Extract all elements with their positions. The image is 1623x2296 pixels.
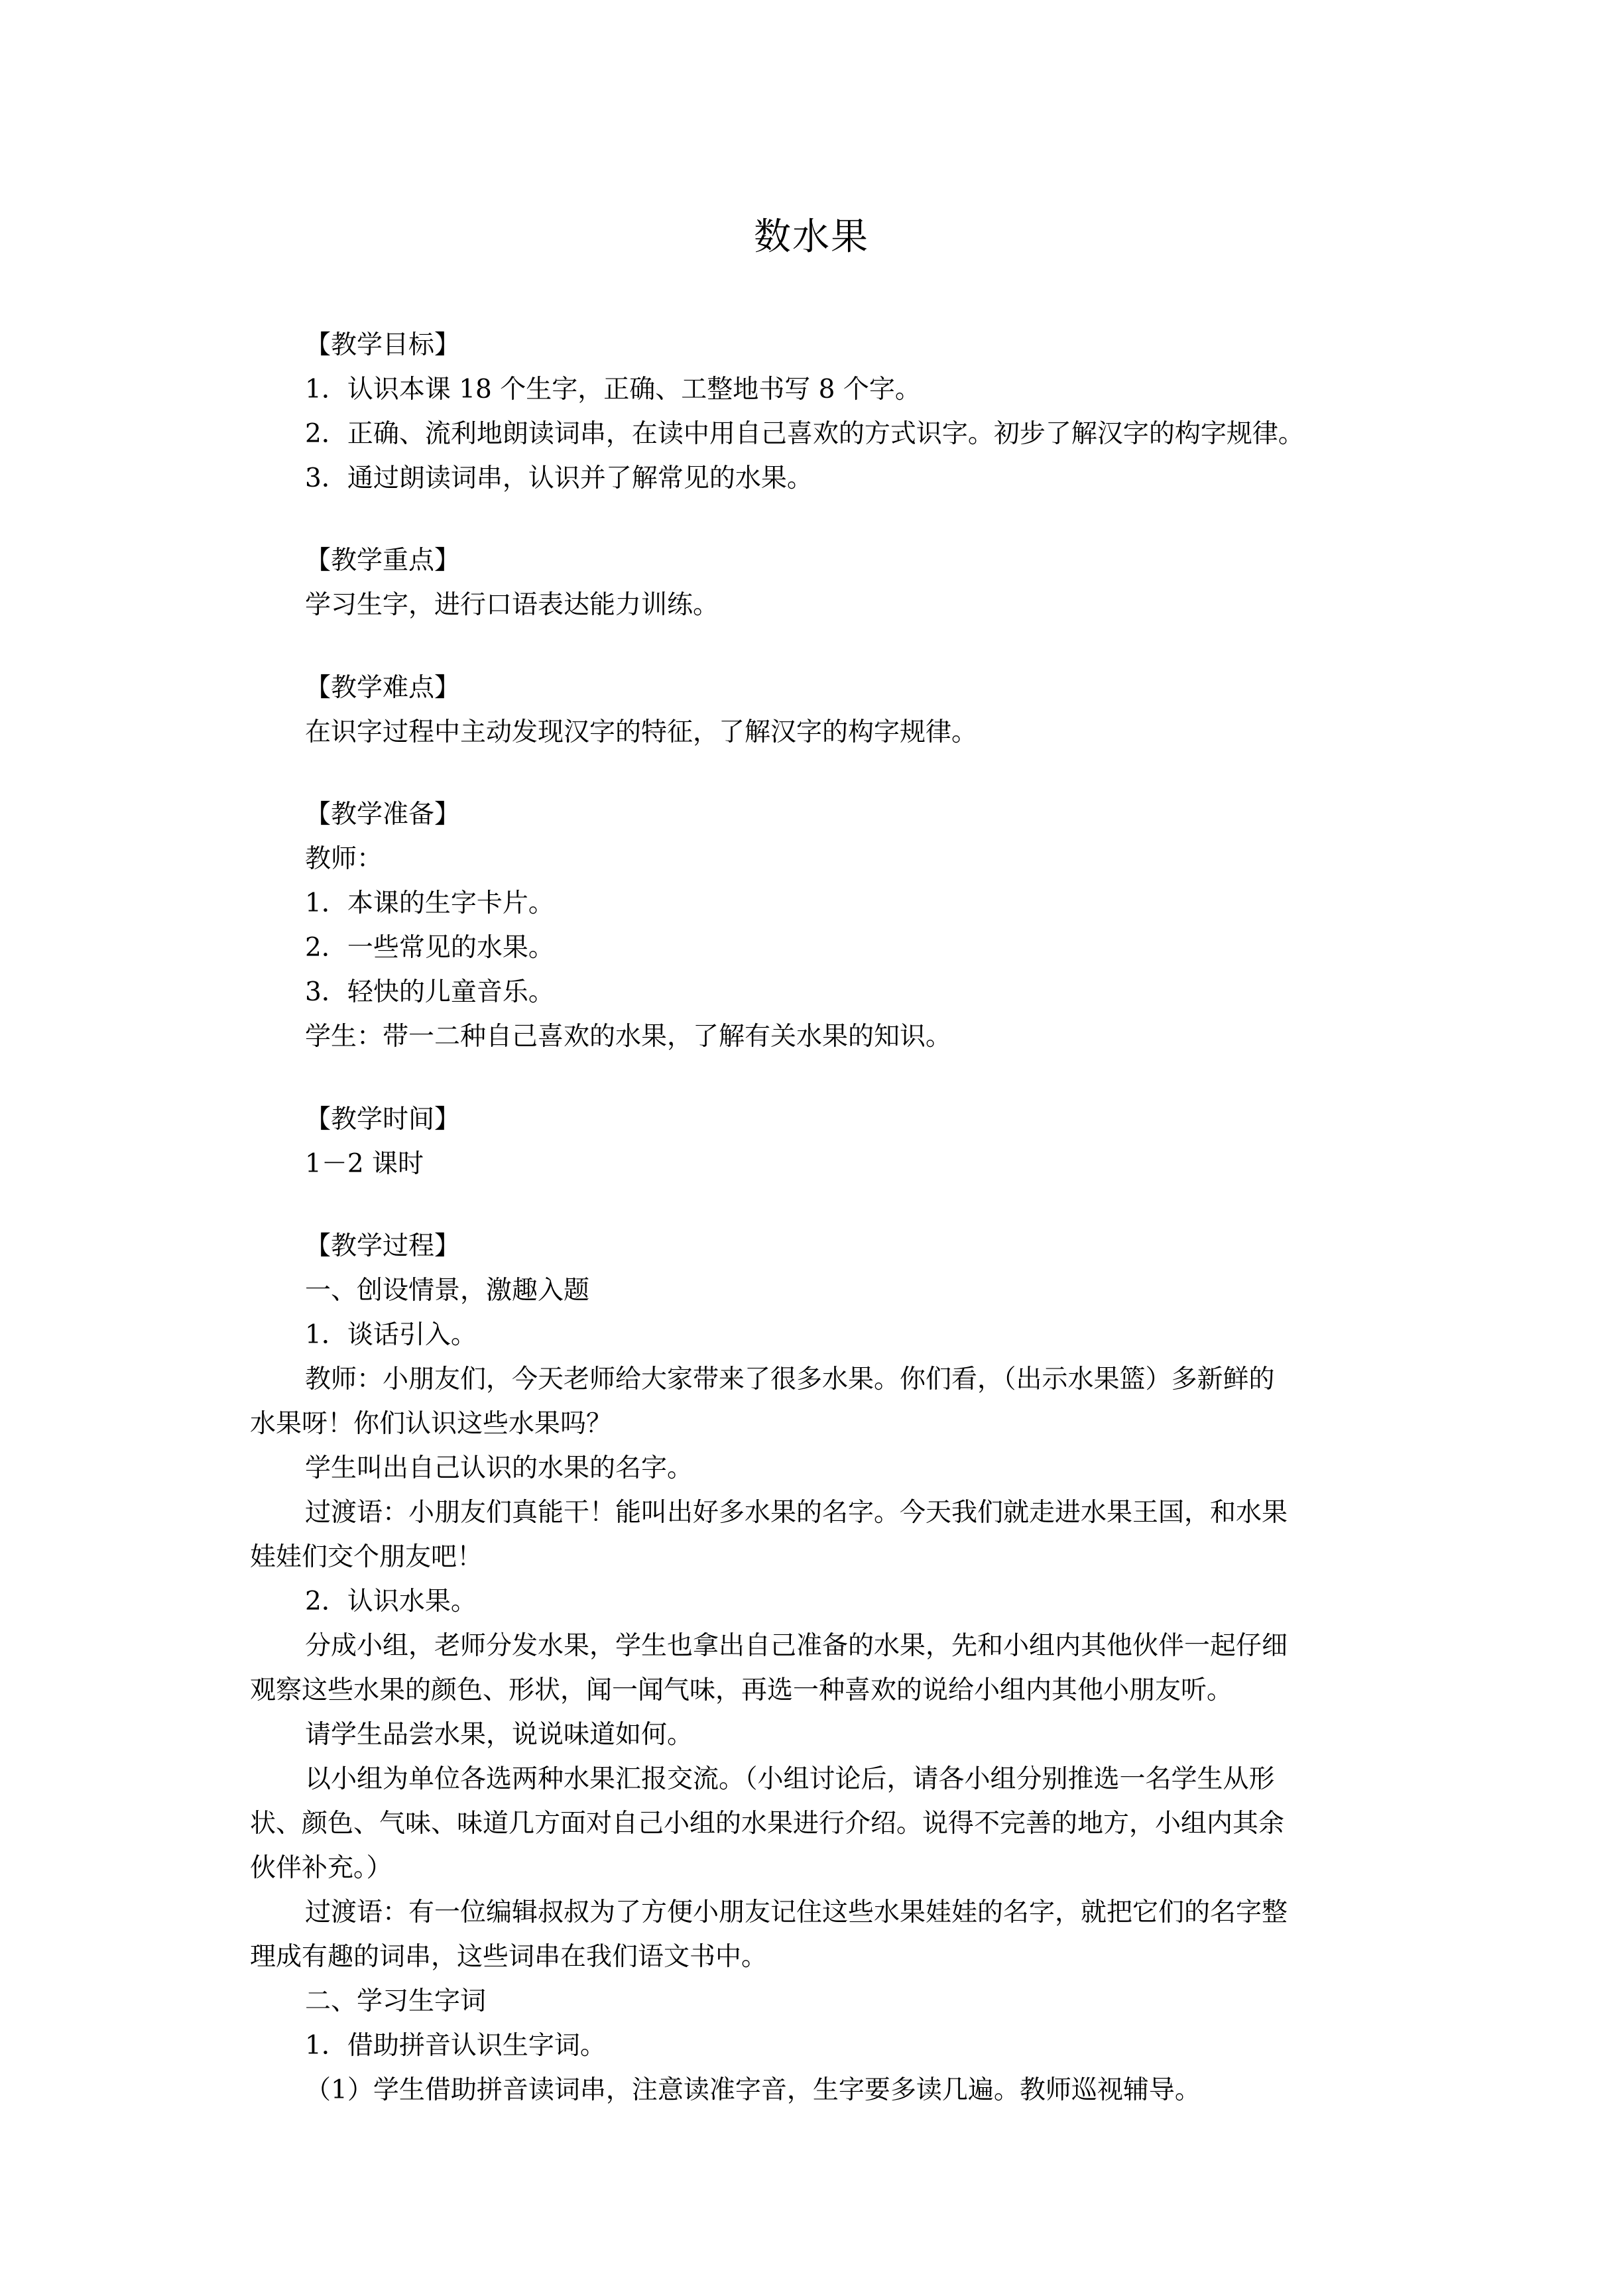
process-line: 分成小组，老师分发水果，学生也拿出自己准备的水果，先和小组内其他伙伴一起仔细	[305, 1631, 1288, 1661]
process-line: 伙伴补充。）	[250, 1853, 392, 1883]
process-line: 观察这些水果的颜色、形状，闻一闻气味，再选一种喜欢的说给小组内其他小朋友听。	[250, 1675, 1233, 1705]
process-line: 教师：小朋友们，今天老师给大家带来了很多水果。你们看，（出示水果篮）多新鲜的	[305, 1364, 1275, 1394]
key-points-heading: 【教学重点】	[305, 546, 461, 575]
process-line: 过渡语：小朋友们真能干！能叫出好多水果的名字。今天我们就走进水果王国，和水果	[305, 1498, 1288, 1528]
process-line: 一、创设情景，激趣入题	[305, 1276, 590, 1305]
process-line: 二、学习生字词	[305, 1986, 487, 2016]
process-line: （1）学生借助拼音读词串，注意读准字音，生字要多读几遍。教师巡视辅导。	[305, 2075, 1201, 2105]
preparation-student: 学生：带一二种自己喜欢的水果，了解有关水果的知识。	[305, 1022, 952, 1052]
preparation-teacher-label: 教师：	[305, 844, 383, 874]
objective-item: 1．认识本课 18 个生字，正确、工整地书写 8 个字。	[305, 375, 921, 404]
objective-item: 2．正确、流利地朗读词串，在读中用自己喜欢的方式识字。初步了解汉字的构字规律。	[305, 419, 1304, 449]
process-line: 1．借助拼音认识生字词。	[305, 2031, 606, 2061]
page-title: 数水果	[754, 215, 869, 259]
objective-item: 3．通过朗读词串，认识并了解常见的水果。	[305, 463, 813, 493]
preparation-heading: 【教学准备】	[305, 800, 461, 829]
preparation-item: 3．轻快的儿童音乐。	[305, 977, 554, 1007]
preparation-item: 1．本课的生字卡片。	[305, 888, 554, 918]
process-line: 过渡语：有一位编辑叔叔为了方便小朋友记住这些水果娃娃的名字，就把它们的名字整	[305, 1898, 1288, 1927]
process-line: 状、颜色、气味、味道几方面对自己小组的水果进行介绍。说得不完善的地方，小组内其余	[250, 1809, 1285, 1839]
difficulties-heading: 【教学难点】	[305, 673, 461, 703]
time-heading: 【教学时间】	[305, 1105, 461, 1134]
preparation-item: 2．一些常见的水果。	[305, 933, 554, 963]
objectives-heading: 【教学目标】	[305, 330, 461, 360]
time-text: 1－2 课时	[305, 1149, 424, 1179]
process-line: 1．谈话引入。	[305, 1320, 477, 1350]
process-line: 请学生品尝水果，说说味道如何。	[305, 1720, 693, 1750]
process-heading: 【教学过程】	[305, 1231, 461, 1261]
process-line: 水果呀！你们认识这些水果吗？	[250, 1409, 613, 1439]
process-line: 学生叫出自己认识的水果的名字。	[305, 1453, 693, 1483]
process-line: 理成有趣的词串，这些词串在我们语文书中。	[250, 1942, 768, 1972]
process-line: 2．认识水果。	[305, 1587, 477, 1616]
process-line: 以小组为单位各选两种水果汇报交流。（小组讨论后，请各小组分别推选一名学生从形	[305, 1764, 1275, 1794]
key-points-text: 学习生字，进行口语表达能力训练。	[305, 590, 719, 620]
difficulties-text: 在识字过程中主动发现汉字的特征，了解汉字的构字规律。	[305, 717, 978, 747]
process-line: 娃娃们交个朋友吧！	[250, 1542, 483, 1572]
